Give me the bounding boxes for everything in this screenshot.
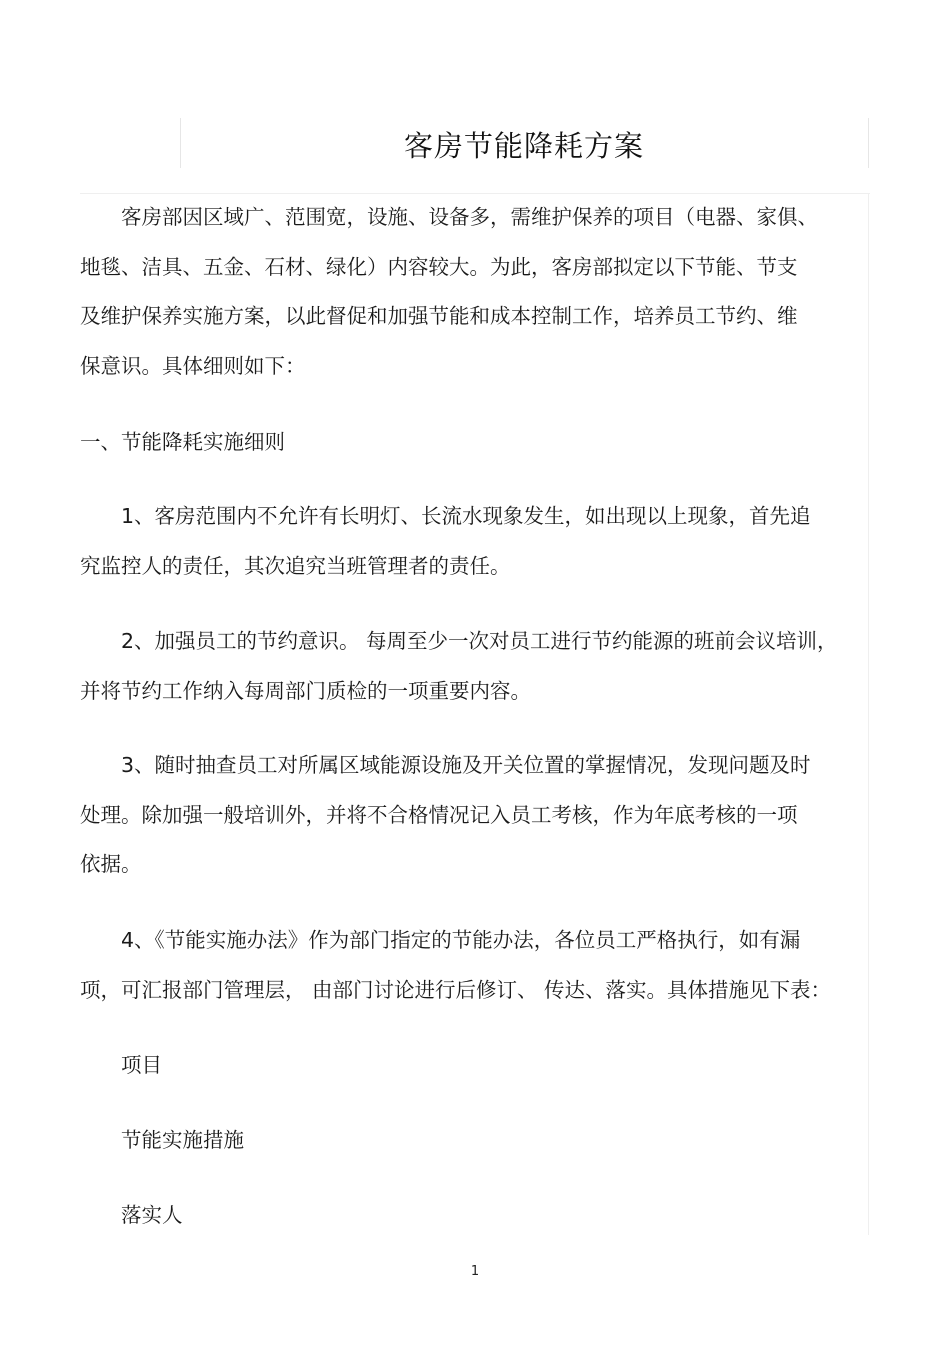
rule-line: 1、客房范围内不允许有长明灯、长流水现象发生，如出现以上现象，首先追 bbox=[121, 504, 811, 528]
intro-line: 保意识。具体细则如下： bbox=[80, 353, 306, 378]
rule-line: 究监控人的责任，其次追究当班管理者的责任。 bbox=[80, 553, 511, 578]
page-guide-line bbox=[868, 118, 869, 168]
rule-item-1 bbox=[80, 492, 860, 591]
table-header-item: 项目 bbox=[121, 1053, 162, 1077]
page-number: 1 bbox=[470, 1264, 480, 1279]
intro-paragraph bbox=[80, 193, 860, 391]
rule-line: 2、加强员工的节约意识。 每周至少一次对员工进行节约能源的班前会议培训， bbox=[121, 629, 838, 653]
intro-line: 客房部因区域广、范围宽，设施、设备多，需维护保养的项目（电器、家俱、 bbox=[121, 205, 818, 229]
rule-item-3 bbox=[80, 741, 860, 890]
intro-line: 及维护保养实施方案，以此督促和加强节能和成本控制工作，培养员工节约、维 bbox=[80, 304, 798, 328]
document-title: 客房节能降耗方案 bbox=[403, 129, 644, 163]
rule-line: 项，可汇报部门管理层， 由部门讨论进行后修订、 传达、落实。具体措施见下表： bbox=[80, 977, 832, 1002]
rule-line: 3、随时抽查员工对所属区域能源设施及开关位置的掌握情况，发现问题及时 bbox=[121, 753, 811, 777]
rule-line: 4、《节能实施办法》作为部门指定的节能办法，各位员工严格执行，如有漏 bbox=[121, 928, 801, 952]
section-heading-text: 一、节能降耗实施细则 bbox=[80, 430, 285, 454]
rule-item-4 bbox=[80, 916, 860, 1015]
rule-item-2 bbox=[80, 617, 860, 716]
rule-line: 依据。 bbox=[80, 852, 142, 876]
page-guide-line bbox=[868, 193, 869, 1235]
section-heading bbox=[80, 418, 860, 468]
rule-line: 并将节约工作纳入每周部门质检的一项重要内容。 bbox=[80, 678, 531, 703]
intro-line: 地毯、洁具、五金、石材、绿化）内容较大。为此，客房部拟定以下节能、节支 bbox=[80, 254, 798, 279]
table-header-measures: 节能实施措施 bbox=[121, 1128, 244, 1152]
table-header-owner: 落实人 bbox=[121, 1203, 183, 1227]
rule-line: 处理。除加强一般培训外，并将不合格情况记入员工考核，作为年底考核的一项 bbox=[80, 802, 798, 827]
